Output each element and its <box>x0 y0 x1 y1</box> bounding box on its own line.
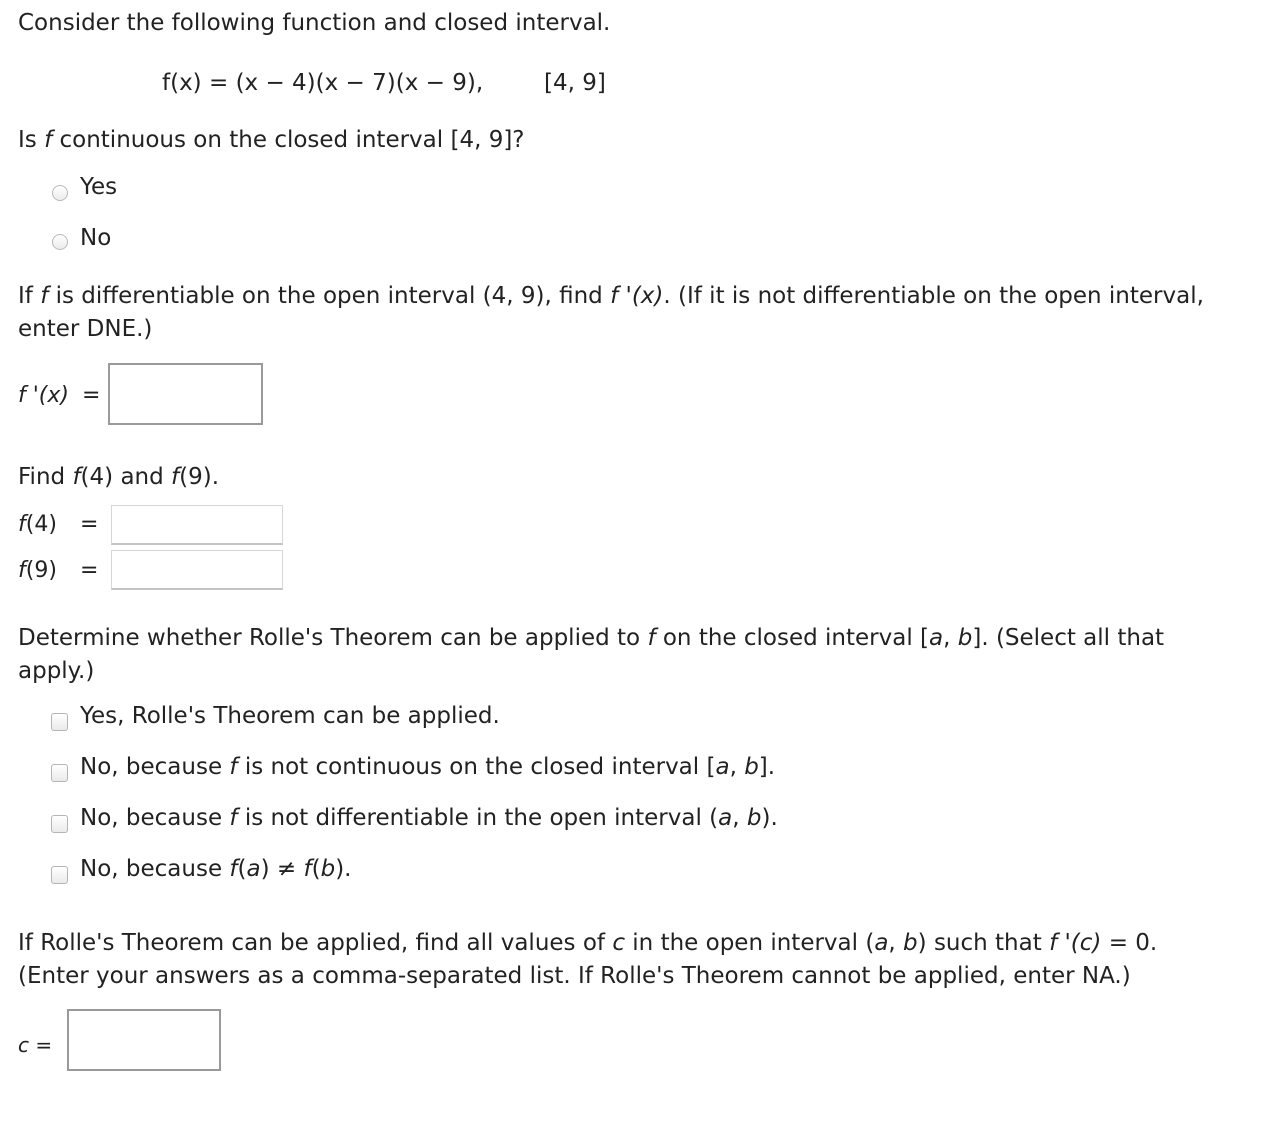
opt2-post: ]. <box>758 754 776 780</box>
opt3-post: ). <box>761 805 778 831</box>
opt4-pre: No, because <box>80 856 230 882</box>
c-equals: = <box>29 1033 53 1057</box>
c-input[interactable] <box>67 1009 221 1071</box>
opt3-comma: , <box>732 805 747 831</box>
option-not-continuous-label <box>80 754 775 780</box>
checkbox-rolle-applies[interactable] <box>51 713 68 731</box>
radio-no-label: No <box>80 225 112 251</box>
continuity-question <box>18 127 525 153</box>
q2-mid: is differentiable on the open interval (4, 9), find <box>48 283 611 309</box>
closed-interval: [4, 9] <box>544 70 606 96</box>
q3-a9: (9). <box>179 464 220 490</box>
equals-sign: = <box>201 70 236 96</box>
opt2-comma: , <box>729 754 745 780</box>
q5-c: c <box>612 930 625 956</box>
q4-post: ]. (Select all that apply.) <box>18 625 1165 684</box>
q5-fprime-c: f '(c) <box>1049 930 1102 956</box>
q2-post: . (If it is not differentiable on the open interval, enter DNE.) <box>18 283 1204 342</box>
q1-f: f <box>44 127 53 153</box>
q3-f9: f <box>171 464 180 490</box>
opt4-b: b <box>320 856 336 882</box>
opt3-f: f <box>229 805 238 831</box>
radio-yes[interactable] <box>52 185 68 201</box>
intro-text: Consider the following function and closed interval. <box>18 10 611 36</box>
q4-a: a <box>929 625 944 651</box>
find-values-question <box>18 464 219 490</box>
derivative-answer-label <box>18 383 69 408</box>
f9-label-arg: (9) <box>25 558 57 583</box>
opt4-pb: ( <box>311 856 321 882</box>
rolle-applicability-question <box>18 622 1218 688</box>
q4-pre: Determine whether Rolle's Theorem can be applied to <box>18 625 648 651</box>
c-answer-label <box>18 1033 52 1057</box>
q4-comma: , <box>943 625 958 651</box>
f9-input[interactable] <box>111 550 283 590</box>
option-endpoints-unequal-label <box>80 856 352 882</box>
option-rolle-applies-label: Yes, Rolle's Theorem can be applied. <box>80 703 500 729</box>
opt2-b: b <box>744 754 759 780</box>
opt4-a: a <box>246 856 261 882</box>
q3-f4: f <box>72 464 81 490</box>
f9-equals: = <box>80 558 99 583</box>
f4-equals: = <box>80 512 99 537</box>
radio-no[interactable] <box>52 234 68 250</box>
q5-a: a <box>874 930 889 956</box>
q2-f: f <box>40 283 49 309</box>
opt2-a: a <box>715 754 730 780</box>
opt2-mid: is not continuous on the closed interval [ <box>237 754 716 780</box>
radio-yes-label: Yes <box>80 174 118 200</box>
fprime-label: f '(x) <box>18 383 69 408</box>
checkbox-not-differentiable[interactable] <box>51 815 68 833</box>
q1-post: continuous on the closed interval [4, 9]? <box>52 127 525 153</box>
opt4-fb: f <box>303 856 312 882</box>
q3-pre: Find <box>18 464 73 490</box>
function-expression: (x − 4)(x − 7)(x − 9), <box>235 70 484 96</box>
q4-mid: on the closed interval [ <box>655 625 929 651</box>
opt3-mid: is not differentiable in the open interval ( <box>237 805 719 831</box>
opt3-pre: No, because <box>80 805 230 831</box>
derivative-input[interactable] <box>108 363 263 425</box>
derivative-equals: = <box>82 383 101 408</box>
q5-mid2: ) such that <box>917 930 1050 956</box>
opt2-f: f <box>229 754 238 780</box>
derivative-question <box>18 280 1208 346</box>
c-label: c <box>18 1033 29 1057</box>
option-not-differentiable-label <box>80 805 778 831</box>
opt4-fa: f <box>229 856 238 882</box>
opt4-post: ). <box>335 856 352 882</box>
function-definition <box>162 70 483 96</box>
opt4-neq: ) ≠ <box>260 856 304 882</box>
f4-label-f: f <box>18 512 26 537</box>
q1-pre: Is <box>18 127 45 153</box>
q3-a4: (4) and <box>80 464 172 490</box>
checkbox-endpoints-unequal[interactable] <box>51 866 68 884</box>
checkbox-not-continuous[interactable] <box>51 764 68 782</box>
q5-mid: in the open interval ( <box>624 930 875 956</box>
q2-fprime: f '(x) <box>610 283 664 309</box>
opt3-a: a <box>718 805 733 831</box>
q5-b: b <box>903 930 918 956</box>
f9-label <box>18 558 57 583</box>
f4-input[interactable] <box>111 505 283 545</box>
opt3-b: b <box>746 805 762 831</box>
q5-post: = 0. (Enter your answers as a comma-separated list. If Rolle's Theorem cannot be applied, enter NA.) <box>18 930 1158 989</box>
q2-pre: If <box>18 283 41 309</box>
q4-b: b <box>957 625 973 651</box>
f4-label-arg: (4) <box>25 512 57 537</box>
find-c-question <box>18 927 1218 993</box>
f9-label-f: f <box>18 558 26 583</box>
q5-comma: , <box>888 930 904 956</box>
opt2-pre: No, because <box>80 754 230 780</box>
q4-f: f <box>647 625 656 651</box>
q5-pre: If Rolle's Theorem can be applied, find all values of <box>18 930 613 956</box>
function-name: f(x) <box>162 70 202 96</box>
f4-label <box>18 512 57 537</box>
opt4-pa: ( <box>237 856 247 882</box>
